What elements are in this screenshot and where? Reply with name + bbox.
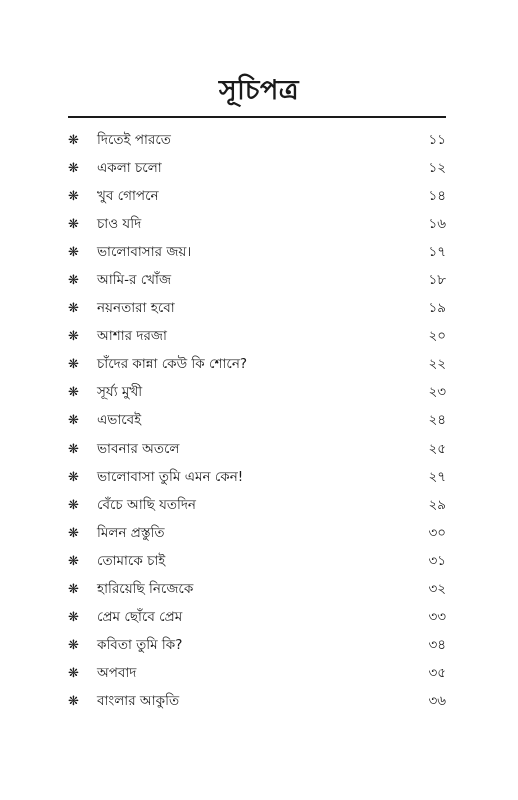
entry-title: চাও যদি — [97, 215, 142, 232]
entry-page-number: ২৩ — [428, 384, 446, 401]
entry-page-number: ২৯ — [428, 496, 446, 513]
flower-bullet-icon: ❋ — [68, 469, 79, 485]
entry-title: ভালোবাসা তুমি এমন কেন! — [97, 468, 244, 485]
entry-title: তোমাকে চাই — [97, 552, 166, 569]
flower-bullet-icon: ❋ — [68, 441, 79, 457]
toc-entry — [68, 154, 446, 182]
toc-entry — [68, 604, 446, 632]
flower-bullet-icon: ❋ — [68, 216, 79, 232]
toc-entry — [68, 547, 446, 575]
entry-page-number: ২০ — [428, 328, 446, 345]
flower-bullet-icon: ❋ — [68, 413, 79, 429]
flower-bullet-icon: ❋ — [68, 273, 79, 289]
flower-bullet-icon: ❋ — [68, 357, 79, 373]
entry-page-number: ৩০ — [428, 524, 446, 541]
page-title: সূচিপত্র — [218, 75, 300, 106]
entry-page-number: ৩১ — [428, 552, 446, 569]
flower-bullet-icon: ❋ — [68, 638, 79, 654]
toc-entry — [68, 519, 446, 547]
entry-page-number: ১৭ — [428, 243, 446, 260]
flower-bullet-icon: ❋ — [68, 329, 79, 345]
entry-title: মিলন প্রস্তুতি — [97, 524, 165, 541]
toc-entry — [68, 463, 446, 491]
entry-page-number: ২৪ — [428, 412, 446, 429]
entry-title: ভাবনার অতলে — [97, 440, 180, 457]
toc-entry — [68, 407, 446, 435]
entry-page-number: ১৮ — [428, 272, 446, 289]
flower-bullet-icon: ❋ — [68, 188, 79, 204]
flower-bullet-icon: ❋ — [68, 610, 79, 626]
entry-page-number: ৩৪ — [428, 637, 446, 654]
toc-entry — [68, 379, 446, 407]
entry-page-number: ১৬ — [428, 215, 446, 232]
table-of-contents — [68, 126, 446, 716]
toc-entry — [68, 351, 446, 379]
entry-page-number: ১২ — [428, 159, 446, 176]
flower-bullet-icon: ❋ — [68, 694, 79, 710]
entry-title: একলা চলো — [97, 159, 162, 176]
entry-title: খুব গোপনে — [97, 187, 159, 204]
flower-bullet-icon: ❋ — [68, 385, 79, 401]
toc-entry — [68, 688, 446, 716]
toc-entry — [68, 660, 446, 688]
toc-entry — [68, 491, 446, 519]
toc-entry — [68, 576, 446, 604]
toc-entry — [68, 323, 446, 351]
entry-title: চাঁদের কান্না কেউ কি শোনে? — [97, 356, 248, 373]
entry-title: সূর্য্য মুখী — [97, 384, 143, 401]
entry-page-number: ২২ — [428, 356, 446, 373]
entry-page-number: ২৭ — [428, 468, 446, 485]
flower-bullet-icon: ❋ — [68, 666, 79, 682]
entry-title: আশার দরজা — [97, 328, 167, 345]
entry-title: নয়নতারা হবো — [97, 300, 175, 317]
entry-page-number: ৩৫ — [428, 665, 446, 682]
title-divider — [68, 116, 446, 118]
entry-title: বাংলার আকুতি — [97, 693, 180, 710]
toc-entry — [68, 182, 446, 210]
flower-bullet-icon: ❋ — [68, 582, 79, 598]
flower-bullet-icon: ❋ — [68, 132, 79, 148]
toc-entry — [68, 210, 446, 238]
entry-title: অপবাদ — [97, 665, 137, 682]
flower-bullet-icon: ❋ — [68, 160, 79, 176]
entry-page-number: ১১ — [428, 131, 446, 148]
entry-page-number: ১৪ — [428, 187, 446, 204]
flower-bullet-icon: ❋ — [68, 497, 79, 513]
entry-title: দিতেই পারতে — [97, 131, 171, 148]
entry-page-number: ৩২ — [428, 581, 446, 598]
entry-title: এভাবেই — [97, 412, 142, 429]
entry-title: কবিতা তুমি কি? — [97, 637, 183, 654]
flower-bullet-icon: ❋ — [68, 525, 79, 541]
entry-title: প্রেম ছোঁবে প্রেম — [97, 609, 183, 626]
toc-entry — [68, 295, 446, 323]
entry-page-number: ৩৬ — [428, 693, 446, 710]
toc-entry — [68, 238, 446, 266]
entry-page-number: ১৯ — [428, 300, 446, 317]
flower-bullet-icon: ❋ — [68, 244, 79, 260]
entry-title: বেঁচে আছি যতদিন — [97, 496, 196, 513]
entry-title: আমি-র খোঁজ — [97, 272, 172, 289]
toc-entry — [68, 266, 446, 294]
entry-title: হারিয়েছি নিজেকে — [97, 581, 194, 598]
entry-page-number: ২৫ — [428, 440, 446, 457]
flower-bullet-icon: ❋ — [68, 301, 79, 317]
toc-entry — [68, 126, 446, 154]
flower-bullet-icon: ❋ — [68, 553, 79, 569]
entry-title: ভালোবাসার জয়। — [97, 243, 192, 260]
toc-entry — [68, 435, 446, 463]
entry-page-number: ৩৩ — [428, 609, 446, 626]
toc-entry — [68, 632, 446, 660]
